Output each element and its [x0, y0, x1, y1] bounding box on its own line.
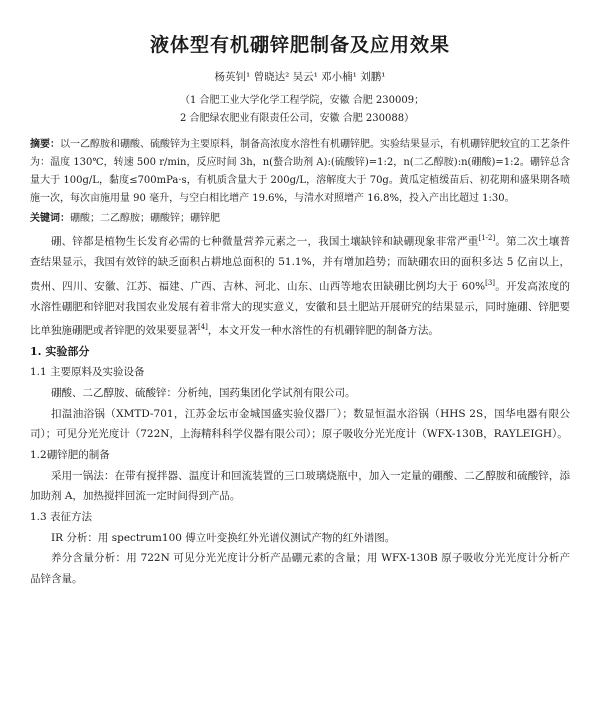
- affiliation-2: 2 合肥绿农肥业有限责任公司，安徽 合肥 230088）: [180, 113, 415, 124]
- equipment-paragraph: 扣温油浴锅（XMTD-701，江苏金坛市金城国盛实验仪器厂）；数显恒温水浴锅（HHS 2S，国华电器有限公司）；可见分光光度计（722N，上海精科科学仪器有限公司）；原子吸收分光光度计（WFX-130B，RAYLEIGH）。: [30, 407, 570, 440]
- subsection-heading-characterization: 1.3 表征方法: [30, 510, 93, 523]
- intro-part-1: 硼、锌都是植物生长发育必需的七种微量营养元素之一，我国土壤缺锌和缺硼现象非常严重: [51, 235, 479, 248]
- abstract-label: 摘要：: [30, 139, 60, 150]
- citation-ref: [1-2]: [478, 234, 496, 242]
- affiliation-1: （1 合肥工业大学化学工程学院，安徽 合肥 230009；: [180, 95, 425, 106]
- intro-part-4: ，本文开发一种水溶性的有机硼锌肥的制备方法。: [207, 324, 439, 337]
- preparation-paragraph: 采用一锅法：在带有搅拌器、温度计和回流装置的三口玻璃烧瓶中，加入一定量的硼酸、二乙醇胺和硫酸锌，添加助剂 A，加热搅拌回流一定时间得到产品。: [30, 469, 570, 502]
- subsection-heading-preparation: 1.2硼锌肥的制备: [30, 448, 110, 461]
- author-list: 杨英钊¹ 曾晓达² 吴云¹ 邓小楠¹ 刘鹏¹: [214, 71, 386, 83]
- ir-analysis-paragraph: IR 分析：用 spectrum100 傅立叶变换红外光谱仪测试产物的红外谱图。: [51, 531, 396, 544]
- intro-paragraph: [30, 228, 570, 341]
- intro-part-3: 。开发高浓度的水溶性硼肥和锌肥对我国农业发展有着非常大的现实意义，安徽和县土肥站开展研究的结果显示，同时施硼、锌肥要比单独施硼肥或者锌肥的效果要显著: [30, 280, 570, 337]
- subsection-heading-materials: 1.1 主要原料及实验设备: [30, 366, 145, 378]
- nutrient-analysis-paragraph: 养分含量分析：用 722N 可见分光光度计分析产品硼元素的含量；用 WFX-130B 原子吸收分光光度计分析产品锌含量。: [30, 552, 570, 585]
- abstract-text: 以一乙醇胺和硼酸、硫酸锌为主要原料，制备高浓度水溶性有机硼锌肥。实验结果显示，有机硼锌肥较宜的工艺条件为：温度 130℃，转速 500 r/min，反应时间 3h，n(螯合助剂 A):(硫酸锌)=1:2，n(二乙醇胺):n(硼酸)=1:2。硼锌总含量大于 100g/L，黏度≤700mPa·s，有机质含量大于 200g/L，溶解度大于 70g。黄瓜定植缓苗后、初花期和盛果期各喷施一次，每次亩施用量 90 毫升，与空白相比增产 19.6%，与清水对照增产 16.8%，投入产出比超过 1:30。: [30, 139, 570, 204]
- keywords: [30, 210, 570, 228]
- keywords-label: 关键词：: [30, 213, 70, 224]
- citation-ref: [3]: [485, 278, 496, 287]
- paper-title: 液体型有机硼锌肥制备及应用效果: [149, 34, 450, 56]
- materials-paragraph: 硼酸、二乙醇胺、硫酸锌：分析纯，国药集团化学试剂有限公司。: [51, 387, 356, 399]
- citation-ref: [4]: [198, 323, 208, 331]
- abstract: [30, 136, 570, 208]
- section-heading-experiment: 1. 实验部分: [30, 345, 90, 358]
- keywords-text: 硼酸；二乙醇胺；硼酸锌；硼锌肥: [70, 213, 220, 224]
- intro-part-2: 。第二次土壤普查结果显示，我国有效锌的缺乏面积占耕地总面积的 51.1%，并有增加趋势；而缺硼农田的面积多达 5 亿亩以上，贵州、四川、安徽、江苏、福建、广西、吉林、河北、山东、山西等地农田缺硼比例均大于 60%: [30, 235, 571, 292]
